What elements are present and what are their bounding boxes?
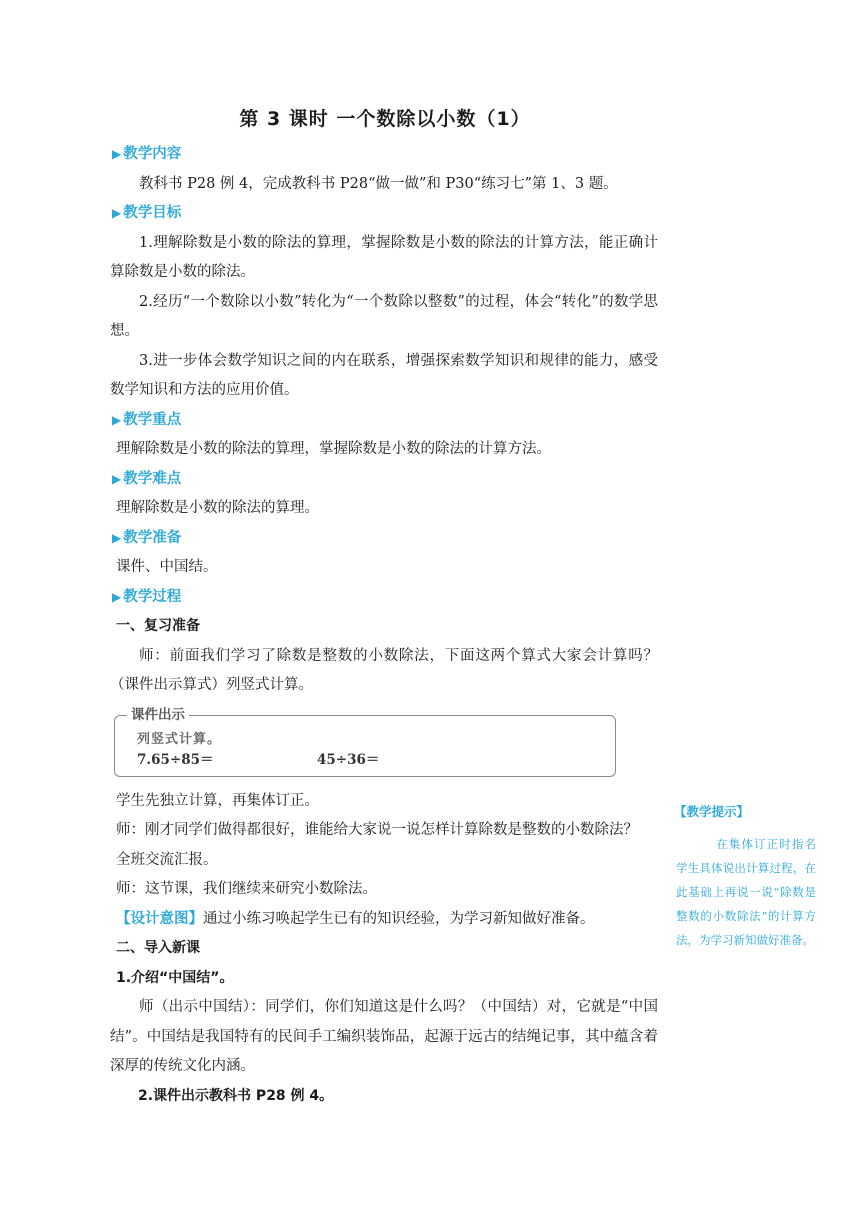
main-content bbox=[110, 140, 658, 1111]
paragraph-student-calc: 学生先独立计算，再集体订正。 bbox=[116, 792, 319, 809]
design-text: 通过小练习唤起学生已有的知识经验，为学习新知做好准备。 bbox=[203, 910, 595, 927]
difficulty-text: 理解除数是小数的除法的算理。 bbox=[116, 500, 319, 516]
expression-2: 45÷36＝ bbox=[317, 751, 380, 768]
section-heading-difficulty: ▶ 教学难点 bbox=[112, 470, 182, 487]
section-heading-prep: ▶ 教学准备 bbox=[112, 529, 182, 546]
expression-1: 7.65÷85＝ bbox=[137, 751, 214, 768]
step-2-heading: 二、导入新课 bbox=[116, 940, 200, 956]
prep-text: 课件、中国结。 bbox=[116, 559, 218, 575]
triangle-icon: ▶ bbox=[112, 471, 122, 486]
lesson-title: 第 3 课时 一个数除以小数（1） bbox=[239, 108, 531, 130]
step-2-item-2: 2.课件出示教科书 P28 例 4。 bbox=[138, 1087, 334, 1104]
paragraph-design-intent bbox=[110, 905, 658, 935]
paragraph-class-share: 全班交流汇报。 bbox=[116, 851, 218, 868]
triangle-icon: ▶ bbox=[112, 412, 122, 427]
paragraph-review-intro: 师：前面我们学习了除数是整数的小数除法，下面这两个算式大家会计算吗？（课件出示算式）列竖式计算。 bbox=[110, 647, 658, 693]
paragraph-teacher-question: 师：刚才同学们做得都很好，谁能给大家说一说怎样计算除数是整数的小数除法？ bbox=[116, 822, 638, 838]
section-heading-process: ▶ 教学过程 bbox=[112, 588, 182, 605]
paragraph-continue: 师：这节课，我们继续来研究小数除法。 bbox=[116, 881, 377, 897]
paragraph-chinese-knot: 师（出示中国结）：同学们，你们知道这是什么吗？（中国结）对，它就是“中国结”。中国结是我国特有的民间手工编织装饰品，起源于远古的结绳记事，其中蕴含着深厚的传统文化内涵。 bbox=[110, 999, 658, 1074]
goal-1: 1.理解除数是小数的除法的算理，掌握除数是小数的除法的计算方法，能正确计算除数是小数的除法。 bbox=[110, 234, 658, 280]
triangle-icon: ▶ bbox=[112, 206, 122, 220]
goal-2: 2.经历“一个数除以小数”转化为“一个数除以整数”的过程，体会“转化”的数学思想。 bbox=[110, 293, 658, 339]
tip-title: 【教学提示】 bbox=[674, 804, 750, 819]
courseware-instruction: 列竖式计算。 bbox=[137, 731, 222, 747]
step-1-heading: 一、复习准备 bbox=[116, 618, 200, 634]
triangle-icon: ▶ bbox=[112, 147, 122, 161]
triangle-icon: ▶ bbox=[112, 589, 122, 604]
section-heading-key: ▶ 教学重点 bbox=[112, 411, 182, 428]
triangle-icon: ▶ bbox=[112, 530, 122, 545]
goal-3: 3.进一步体会数学知识之间的内在联系，增强探索数学知识和规律的能力，感受数学知识和方法的应用价值。 bbox=[110, 352, 658, 398]
teaching-tip-sidebar bbox=[676, 800, 816, 952]
content-text: 教科书 P28 例 4，完成教科书 P28“做一做”和 P30“练习七”第 1、3 题。 bbox=[139, 175, 618, 192]
courseware-label: 课件出示 bbox=[127, 705, 189, 725]
courseware-box bbox=[114, 706, 616, 777]
step-2-item-1: 1.介绍“中国结”。 bbox=[116, 969, 234, 986]
section-heading-goals: ▶ 教学目标 bbox=[112, 205, 182, 221]
section-heading-content: ▶ 教学内容 bbox=[112, 146, 182, 162]
design-label: 【设计意图】 bbox=[116, 910, 203, 927]
key-text: 理解除数是小数的除法的算理，掌握除数是小数的除法的计算方法。 bbox=[116, 441, 551, 457]
tip-text: 在集体订正时指名学生具体说出计算过程，在此基础上再说一说“除数是整数的小数除法”的计算方法，为学习新知做好准备。 bbox=[676, 837, 816, 947]
